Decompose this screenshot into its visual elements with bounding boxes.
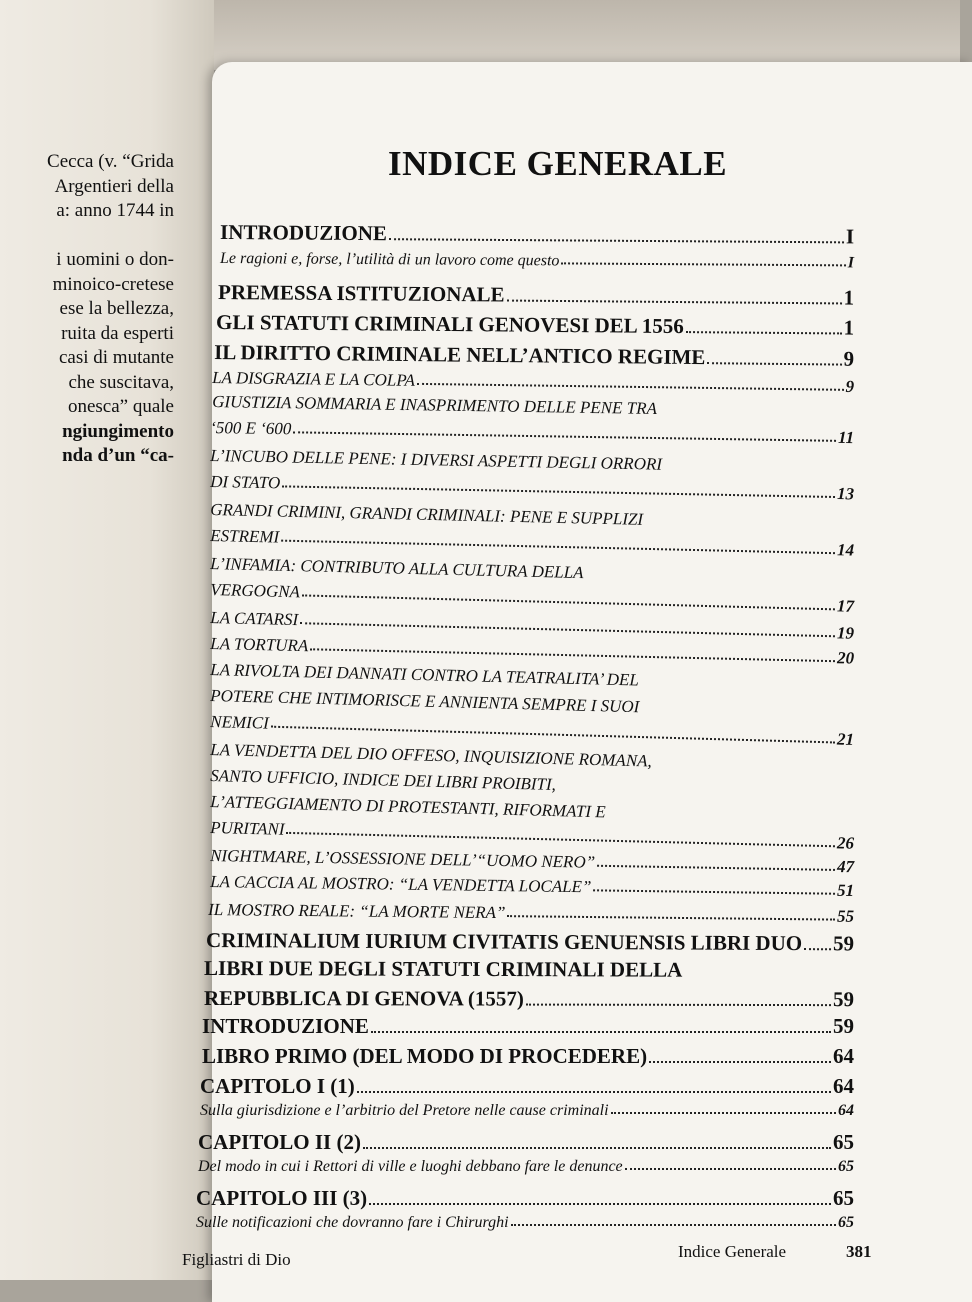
left-page-line: onesca” quale <box>67 396 174 417</box>
toc-entry <box>200 1102 854 1120</box>
toc-entry <box>210 446 780 477</box>
toc-entry <box>196 1186 854 1211</box>
toc-leader-dots <box>286 832 835 847</box>
toc-entry <box>210 472 854 504</box>
toc-leader-dots <box>363 1147 831 1149</box>
toc-entry-title: DI STATO <box>210 472 281 493</box>
toc-leader-dots <box>310 648 835 662</box>
toc-entry-title: NEMICI <box>210 712 270 733</box>
toc-entry-title: PURITANI <box>210 818 285 839</box>
toc-leader-dots <box>293 431 836 442</box>
footer-book-title: Figliastri di Dio <box>182 1250 291 1269</box>
toc-leader-dots <box>300 622 835 637</box>
toc-page-number: 64 <box>838 1102 854 1119</box>
toc-page-number: 1 <box>843 285 855 310</box>
toc-entry-title: CAPITOLO I (1) <box>200 1074 355 1098</box>
toc-entry <box>220 250 854 272</box>
toc-entry-title: VERGOGNA <box>210 580 301 602</box>
toc-entry-title: ESTREMI <box>210 526 280 547</box>
toc-entry-title: INTRODUZIONE <box>220 220 388 246</box>
toc-entry <box>218 280 854 311</box>
toc-leader-dots <box>804 948 831 950</box>
toc-leader-dots <box>389 238 844 243</box>
left-page-line: Cecca (v. “Grida <box>47 151 174 172</box>
toc-entry-title: LA TORTURA <box>210 634 309 656</box>
toc-page-number: 59 <box>833 987 855 1012</box>
toc-leader-dots <box>417 383 844 391</box>
toc-entry <box>216 310 854 341</box>
toc-entry <box>212 392 772 421</box>
table-of-contents <box>196 62 972 1302</box>
toc-page-number: 26 <box>836 833 855 853</box>
toc-page-number: 14 <box>836 540 855 560</box>
footer-page-number: 381 <box>846 1242 872 1261</box>
toc-entry-title: CRIMINALIUM IURIUM CIVITATIS GENUENSIS LIBRI DUO <box>206 928 803 956</box>
left-page-line: ruita da esperti <box>61 322 174 344</box>
toc-page-number: 21 <box>836 729 855 749</box>
footer-section: Indice Generale <box>678 1242 787 1261</box>
toc-page-number: 1 <box>843 315 855 340</box>
toc-page-number: 17 <box>836 596 855 616</box>
toc-entry-title: CAPITOLO II (2) <box>198 1130 361 1154</box>
toc-entry <box>210 554 670 585</box>
toc-entry-title: PREMESSA ISTITUZIONALE <box>218 280 505 307</box>
toc-page-number: 59 <box>833 1014 854 1038</box>
toc-entry-title: Sulla giurisdizione e l’arbitrio del Pretore nelle cause criminali <box>200 1102 609 1119</box>
toc-entry-title: IL MOSTRO REALE: “LA MORTE NERA” <box>208 900 506 923</box>
toc-leader-dots <box>281 540 835 555</box>
left-page-line: Argentieri della <box>54 175 174 197</box>
toc-leader-dots <box>526 1004 831 1007</box>
toc-entry-title: GRANDI CRIMINI, GRANDI CRIMINALI: PENE E SUPPLIZI <box>210 500 644 529</box>
toc-entry-title: LA CATARSI <box>210 608 299 630</box>
toc-leader-dots <box>707 362 841 365</box>
left-page-line: ese la bellezza, <box>59 298 174 319</box>
toc-entry <box>208 900 854 927</box>
left-page-line: ngiungimento <box>62 420 174 442</box>
toc-leader-dots <box>357 1091 831 1093</box>
toc-leader-dots <box>371 1031 831 1033</box>
toc-leader-dots <box>369 1203 831 1205</box>
toc-entry-title: NIGHTMARE, L’OSSESSIONE DELL’“UOMO NERO” <box>210 846 596 872</box>
toc-entry <box>210 872 854 901</box>
toc-page-number: 65 <box>833 1130 854 1154</box>
toc-entry <box>206 928 854 956</box>
toc-entry-title: L’ATTEGGIAMENTO DI PROTESTANTI, RIFORMATI E <box>210 792 606 822</box>
toc-page-number: 64 <box>833 1074 854 1098</box>
left-page-line: i uomini o don- <box>56 249 174 270</box>
toc-leader-dots <box>511 1224 836 1226</box>
toc-entry-title: Le ragioni e, forse, l’utilità di un lavoro come questo <box>220 250 560 270</box>
toc-page-number: 11 <box>837 427 855 448</box>
toc-entry-title: LA DISGRAZIA E LA COLPA <box>212 368 416 390</box>
left-page-line: nda d’un “ca- <box>62 445 174 466</box>
toc-entry-title: LIBRO PRIMO (DEL MODO DI PROCEDERE) <box>202 1044 648 1068</box>
toc-leader-dots <box>611 1112 836 1114</box>
left-page-text <box>0 150 230 469</box>
toc-entry-title: LA CACCIA AL MOSTRO: “LA VENDETTA LOCALE” <box>210 872 592 897</box>
toc-page-number: 65 <box>833 1186 854 1210</box>
page-title: INDICE GENERALE <box>388 144 728 183</box>
toc-leader-dots <box>625 1168 836 1170</box>
toc-entry <box>196 1214 854 1232</box>
toc-page-number: 64 <box>833 1044 854 1068</box>
toc-entry-title: REPUBBLICA DI GENOVA (1557) <box>204 986 524 1011</box>
toc-entry <box>204 956 744 983</box>
toc-leader-dots <box>507 915 835 920</box>
toc-entry-title: Del modo in cui i Rettori di ville e luoghi debbano fare le denunce <box>198 1158 623 1175</box>
toc-leader-dots <box>302 594 835 610</box>
toc-entry-title: ‘500 E ‘600 <box>210 418 292 439</box>
toc-entry <box>198 1130 854 1155</box>
toc-entry-title: LA RIVOLTA DEI DANNATI CONTRO LA TEATRALITA’ DEL <box>210 660 640 690</box>
toc-entry-title: GLI STATUTI CRIMINALI GENOVESI DEL 1556 <box>216 310 684 339</box>
toc-entry <box>204 986 854 1012</box>
toc-leader-dots <box>561 262 845 266</box>
toc-page-number: 65 <box>838 1214 854 1231</box>
left-page-line: a: anno 1744 in <box>56 200 174 221</box>
left-page-line <box>0 224 230 249</box>
toc-entry-title: LA VENDETTA DEL DIO OFFESO, INQUISIZIONE ROMANA, <box>210 740 653 771</box>
toc-page-number: 9 <box>845 376 855 396</box>
right-page <box>182 62 972 1302</box>
toc-page-number: 55 <box>836 906 855 926</box>
toc-entry <box>214 340 854 372</box>
toc-page-number: I <box>847 254 855 272</box>
toc-entry-title: POTERE CHE INTIMORISCE E ANNIENTA SEMPRE I SUOI <box>210 686 640 717</box>
toc-leader-dots <box>597 865 835 871</box>
toc-page-number: I <box>845 224 855 249</box>
toc-entry-title: CAPITOLO III (3) <box>196 1186 368 1210</box>
left-page <box>0 0 214 1280</box>
toc-page-number: 59 <box>832 931 855 956</box>
toc-entry <box>220 220 854 249</box>
left-page-line: casi di mutante <box>58 347 174 368</box>
toc-leader-dots <box>507 300 842 305</box>
toc-entry <box>202 1014 854 1039</box>
toc-entry-title: LIBRI DUE DEGLI STATUTI CRIMINALI DELLA <box>204 956 683 982</box>
toc-leader-dots <box>282 485 835 498</box>
toc-entry-title: L’INCUBO DELLE PENE: I DIVERSI ASPETTI DEGLI ORRORI <box>210 446 663 474</box>
toc-leader-dots <box>649 1061 831 1063</box>
toc-entry-title: L’INFAMIA: CONTRIBUTO ALLA CULTURA DELLA <box>210 554 584 583</box>
toc-page-number: 9 <box>843 346 855 371</box>
toc-entry-title: IL DIRITTO CRIMINALE NELL’ANTICO REGIME <box>214 340 706 370</box>
toc-leader-dots <box>686 331 842 334</box>
toc-entry <box>200 1074 854 1099</box>
toc-page-number: 20 <box>836 648 855 668</box>
toc-leader-dots <box>271 726 835 744</box>
toc-page-number: 65 <box>838 1158 854 1175</box>
toc-entry-title: SANTO UFFICIO, INDICE DEI LIBRI PROIBITI, <box>210 766 557 795</box>
left-page-line: minoico-cretese <box>52 273 174 295</box>
left-page-line: che suscitava, <box>68 371 174 393</box>
toc-leader-dots <box>593 889 835 894</box>
toc-entry-title: Sulle notificazioni che dovranno fare i Chirurghi <box>196 1214 509 1231</box>
toc-entry <box>198 1158 854 1176</box>
toc-page-number: 47 <box>836 856 855 877</box>
toc-entry <box>210 418 854 448</box>
toc-entry-title: GIUSTIZIA SOMMARIA E INASPRIMENTO DELLE PENE TRA <box>212 392 658 418</box>
toc-page-number: 19 <box>836 623 855 643</box>
toc-entry <box>202 1044 854 1069</box>
toc-entry-title: INTRODUZIONE <box>202 1014 369 1038</box>
toc-page-number: 51 <box>836 880 855 900</box>
toc-page-number: 13 <box>836 484 855 504</box>
